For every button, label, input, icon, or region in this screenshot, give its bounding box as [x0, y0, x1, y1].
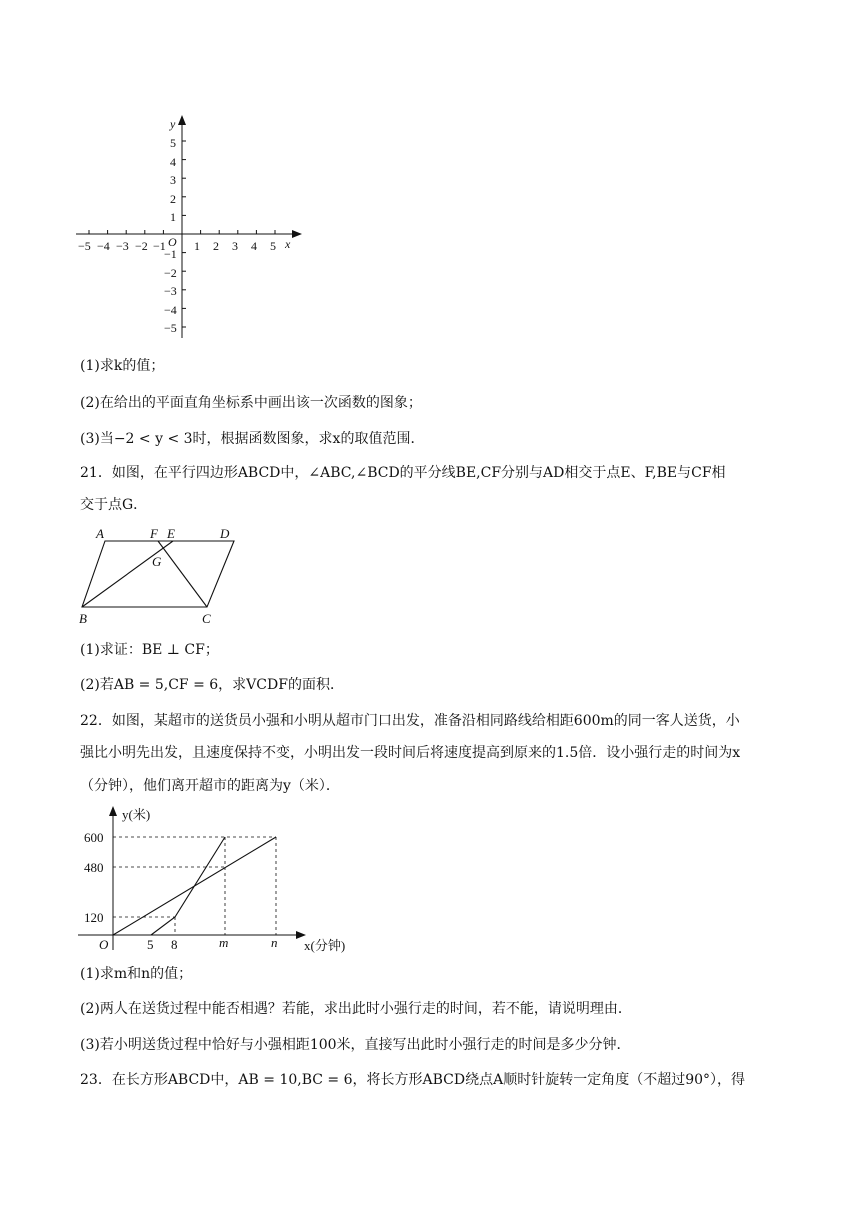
y-tick-label: −2 — [164, 266, 177, 280]
q22-stem-line2: 强比小明先出发，且速度保持不变，小明出发一段时间后将速度提高到原来的1.5倍．设小强行走的时间为x — [80, 745, 741, 761]
y-tick-label: 5 — [170, 136, 176, 150]
y-tick-label: 4 — [170, 155, 176, 169]
y-tick-label: −3 — [164, 284, 177, 298]
q20-part2: (2)在给出的平面直角坐标系中画出该一次函数的图象； — [80, 395, 422, 411]
graph-y-tick-label: 480 — [84, 860, 104, 875]
x-tick-label: −5 — [78, 239, 91, 253]
graph-x-tick-label: 5 — [147, 937, 154, 952]
point-g-label: G — [152, 554, 162, 569]
x-tick-label: −2 — [135, 239, 148, 253]
graph-y-axis-label: y(米) — [122, 807, 151, 822]
y-tick-label: −1 — [164, 247, 177, 261]
y-tick-label: 2 — [170, 192, 176, 206]
coordinate-axes-figure — [70, 110, 310, 345]
origin-label: O — [168, 235, 177, 249]
y-tick-label: 3 — [170, 173, 176, 187]
y-tick-label: −5 — [164, 321, 177, 335]
point-b-label: B — [79, 611, 87, 626]
y-tick-label: 1 — [170, 210, 176, 224]
point-a-label: A — [96, 526, 104, 541]
distance-time-graph — [70, 800, 370, 958]
x-tick-label: −4 — [97, 239, 110, 253]
x-tick-label: 4 — [251, 239, 257, 253]
graph-y-tick-label: 120 — [84, 910, 104, 925]
q20-part3: (3)当−2 < y < 3时，根据函数图象，求x的取值范围． — [80, 431, 425, 447]
x-tick-label: −3 — [116, 239, 129, 253]
graph-x-tick-label: n — [271, 935, 278, 950]
q22-stem-line3: （分钟），他们离开超市的距离为y（米）． — [80, 778, 340, 794]
q22-stem-line1: 22．如图，某超市的送货员小强和小明从超市门口出发，准备沿相同路线给相距600m的同一客人送货，小 — [80, 713, 740, 729]
y-axis-label: y — [170, 117, 176, 131]
point-f-label: F — [150, 526, 158, 541]
q21-part1: (1)求证：BE ⊥ CF； — [80, 642, 219, 658]
q22-part2: (2)两人在送货过程中能否相遇？若能，求出此时小强行走的时间，若不能，请说明理由． — [80, 1001, 632, 1017]
x-tick-label: 3 — [232, 239, 238, 253]
parallelogram-figure — [70, 524, 250, 630]
x-tick-label: 5 — [270, 239, 276, 253]
q22-part1: (1)求m和n的值； — [80, 966, 193, 982]
graph-x-tick-label: 8 — [171, 937, 178, 952]
q22-part3: (3)若小明送货过程中恰好与小强相距100米，直接写出此时小强行走的时间是多少分钟． — [80, 1037, 631, 1053]
x-tick-label: −1 — [153, 239, 166, 253]
q20-part1: (1)求k的值； — [80, 358, 165, 374]
graph-x-axis-label: x(分钟) — [304, 938, 346, 953]
y-tick-label: −4 — [164, 303, 177, 317]
q21-stem-line2: 交于点G． — [80, 497, 148, 513]
point-e-label: E — [167, 526, 175, 541]
x-axis-label: x — [285, 237, 291, 251]
x-tick-label: 2 — [213, 239, 219, 253]
q23-stem-line1: 23．在长方形ABCD中，AB = 10,BC = 6，将长方形ABCD绕点A顺时针旋转一定角度（不超过90°），得 — [80, 1072, 746, 1088]
x-tick-label: 1 — [194, 239, 200, 253]
graph-origin-label: O — [99, 937, 109, 952]
q21-stem-line1: 21．如图，在平行四边形ABCD中，∠ABC,∠BCD的平分线BE,CF分别与AD相交于点E、F,BE与CF相 — [80, 465, 726, 481]
point-d-label: D — [220, 526, 230, 541]
graph-y-tick-label: 600 — [84, 830, 104, 845]
point-c-label: C — [202, 611, 211, 626]
graph-x-tick-label: m — [219, 935, 229, 950]
q21-part2: (2)若AB = 5,CF = 6，求VCDF的面积． — [80, 677, 344, 693]
